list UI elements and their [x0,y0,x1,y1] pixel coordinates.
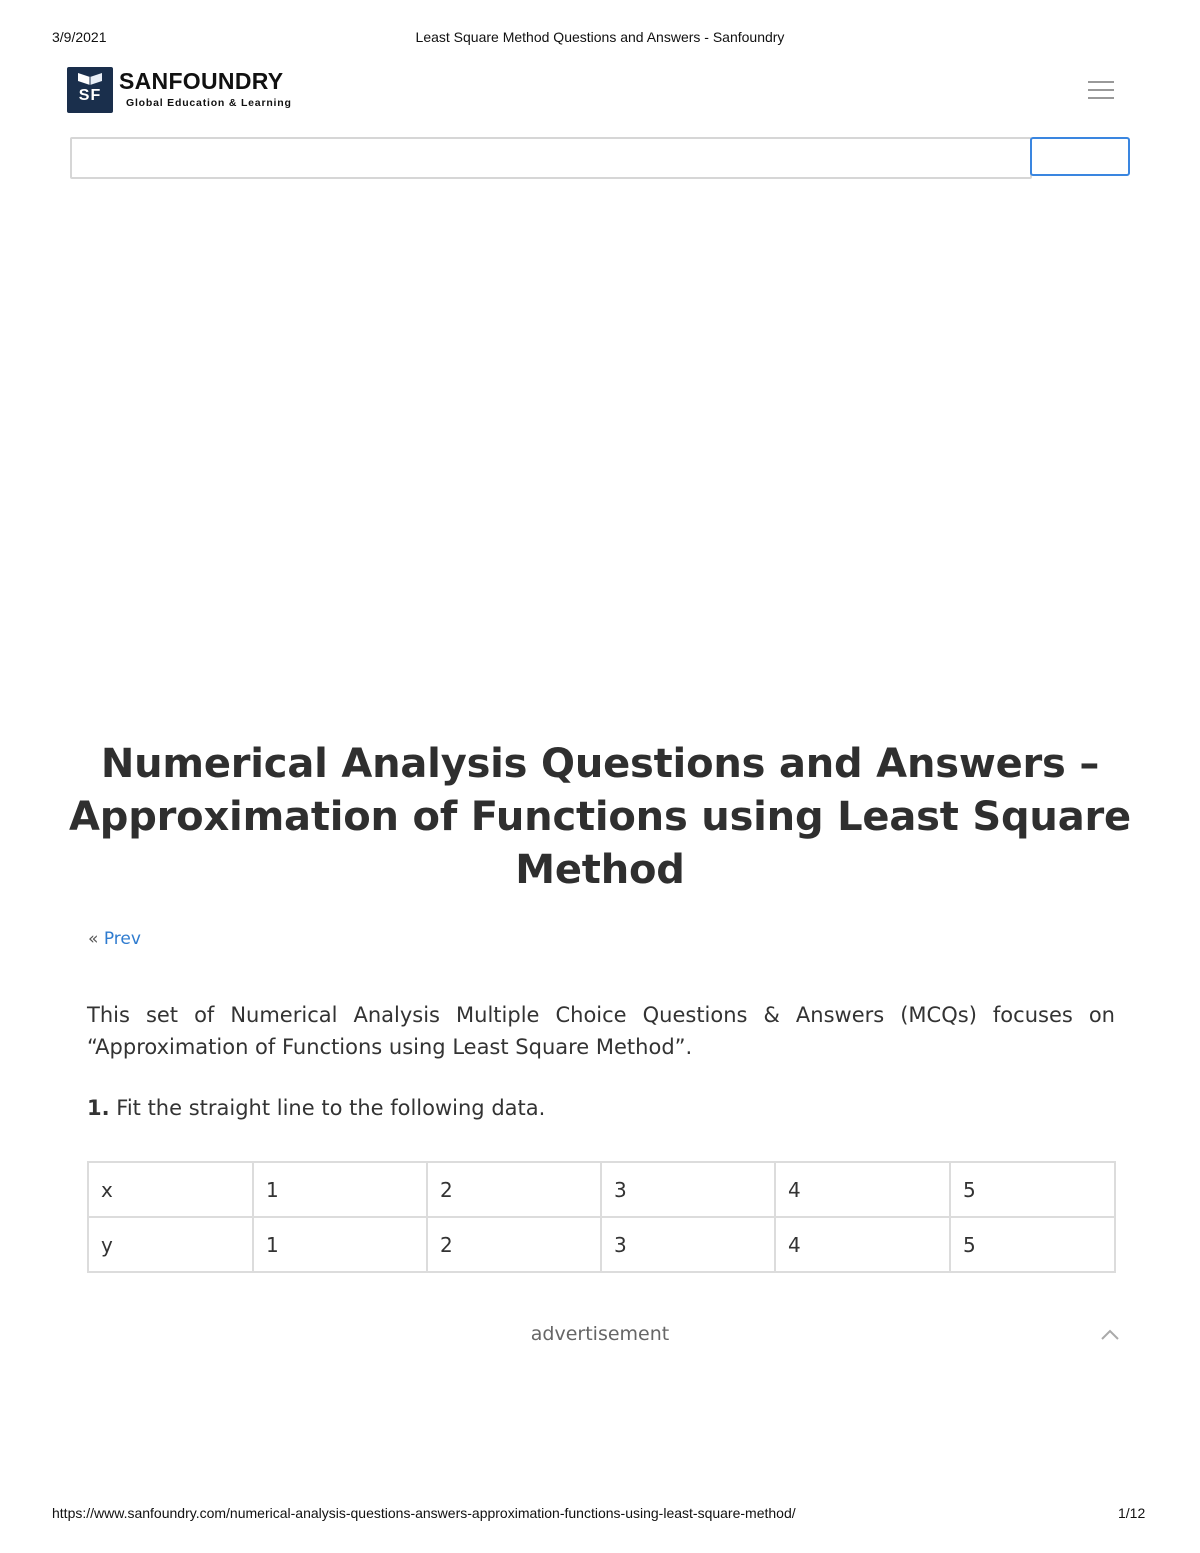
table-row [88,1162,1115,1217]
logo-name: SANFOUNDRY [119,68,284,94]
table-row [88,1217,1115,1272]
print-page-number: 1/12 [1118,1505,1146,1521]
search-input[interactable] [70,137,1032,179]
advertisement-label: advertisement [530,1323,670,1345]
print-footer [0,1505,1200,1525]
search-button[interactable] [1030,137,1130,176]
intro-paragraph: This set of Numerical Analysis Multiple Choice Questions & Answers (MCQs) focuses on “Approximation of Functions using Least Square Method”. [87,1003,1115,1059]
table-cell: x [88,1162,253,1217]
logo-text [119,67,319,113]
table-cell: 2 [427,1162,601,1217]
site-logo[interactable] [67,67,319,113]
question-number: 1. [87,1096,110,1120]
hamburger-menu-icon[interactable] [1088,81,1114,99]
question-text: Fit the straight line to the following data. [109,1096,546,1120]
article-title: Numerical Analysis Questions and Answers – Approximation of Functions using Least Square Method [69,741,1131,893]
print-title: Least Square Method Questions and Answers - Sanfoundry [415,29,785,45]
table-cell: 1 [253,1162,427,1217]
print-url: https://www.sanfoundry.com/numerical-analysis-questions-answers-approximation-functions-using-least-square-method/ [52,1505,796,1521]
table-cell: 4 [775,1217,950,1272]
print-date: 3/9/2021 [52,29,107,45]
logo-badge [67,67,113,113]
table-cell: 2 [427,1217,601,1272]
prev-arrow: « [88,929,99,949]
table-cell: 4 [775,1162,950,1217]
print-header [0,29,1200,49]
prev-link[interactable]: Prev [103,929,141,949]
question-1 [87,1096,545,1120]
table-cell: 3 [601,1217,775,1272]
logo-badge-text: SF [78,87,102,104]
open-book-icon [76,72,104,86]
chevron-up-icon[interactable] [1101,1328,1119,1340]
prev-navigation [88,929,141,949]
table-cell: 5 [950,1162,1115,1217]
data-table [87,1161,1116,1273]
table-cell: y [88,1217,253,1272]
table-cell: 5 [950,1217,1115,1272]
table-cell: 3 [601,1162,775,1217]
table-cell: 1 [253,1217,427,1272]
logo-tagline: Global Education & Learning [126,97,292,109]
